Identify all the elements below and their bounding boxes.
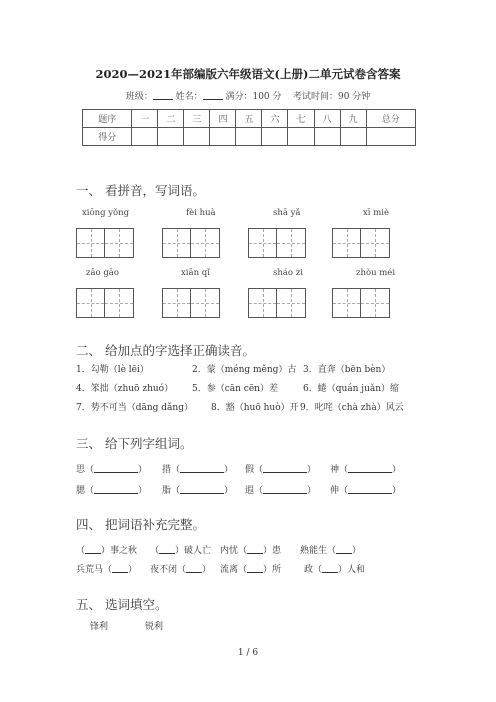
page-number: 1 / 6: [237, 648, 259, 658]
writing-grid[interactable]: [332, 228, 390, 258]
reading-item: 4．笨拙（zhuō zhuó）: [76, 384, 174, 394]
score-header-cell: 一: [132, 110, 158, 128]
choice-word: 锐利: [145, 622, 164, 632]
answer-blank[interactable]: [348, 463, 392, 473]
writing-grid[interactable]: [76, 288, 134, 318]
answer-blank[interactable]: [336, 544, 352, 554]
writing-grid[interactable]: [76, 228, 134, 258]
score-cell[interactable]: [132, 128, 158, 146]
idiom-item: 熟能生（ ）: [300, 546, 362, 556]
score-header-cell: 八: [314, 110, 340, 128]
section-2-heading: 二、 给加点的字选择正确读音。: [76, 343, 255, 358]
choice-word: 锋利: [90, 622, 109, 632]
score-table: [82, 109, 416, 146]
word-item: 遐（ ）: [245, 486, 317, 496]
score-header-cell: 题序: [83, 110, 132, 128]
word-item: 腮（ ）: [76, 486, 148, 496]
pinyin-label: zhòu méi: [356, 268, 396, 278]
word-item: 伸（ ）: [330, 486, 402, 496]
answer-blank[interactable]: [180, 484, 224, 494]
answer-blank[interactable]: [348, 484, 392, 494]
score-header-cell: 二: [158, 110, 184, 128]
answer-blank[interactable]: [94, 463, 138, 473]
answer-blank[interactable]: [159, 544, 175, 554]
reading-item: 6．蜷（quán juǎn）缩: [303, 384, 400, 394]
score-header-cell: 六: [262, 110, 288, 128]
class-blank: [153, 90, 173, 100]
score-header-cell: 四: [210, 110, 236, 128]
pinyin-label: xiān qǐ: [181, 268, 210, 278]
score-cell[interactable]: [236, 128, 262, 146]
pinyin-label: shā yǎ: [273, 208, 301, 218]
idiom-item: 政（ ）人和: [304, 565, 366, 575]
word-item: 脂（ ）: [162, 486, 234, 496]
idiom-item: （ ）破人亡: [150, 546, 212, 556]
score-cell[interactable]: [262, 128, 288, 146]
answer-blank[interactable]: [180, 463, 224, 473]
writing-grid[interactable]: [332, 288, 390, 318]
score-header-cell: 五: [236, 110, 262, 128]
pinyin-label: xiōng yǒng: [82, 208, 130, 218]
reading-item: 5．参（cān cēn）差: [192, 384, 278, 394]
writing-grid[interactable]: [162, 288, 220, 318]
score-cell[interactable]: [288, 128, 314, 146]
answer-blank[interactable]: [322, 563, 338, 573]
score-value-row: [83, 128, 416, 146]
section-1-heading: 一、 看拼音，写词语。: [76, 183, 205, 198]
score-label: 满分：100 分: [225, 92, 282, 102]
score-cell[interactable]: [158, 128, 184, 146]
answer-blank[interactable]: [94, 484, 138, 494]
section-5-heading: 五、 选词填空。: [76, 597, 168, 612]
reading-item: 9．叱咤（chà zhà）风云: [300, 403, 404, 413]
answer-blank[interactable]: [112, 563, 128, 573]
score-header-row: [83, 110, 416, 128]
info-line: [0, 89, 496, 102]
idiom-item: （ ）事之秋: [76, 546, 138, 556]
score-cell[interactable]: [184, 128, 210, 146]
score-cell[interactable]: [314, 128, 340, 146]
answer-blank[interactable]: [263, 484, 307, 494]
section-3-heading: 三、 给下列字组词。: [76, 436, 193, 451]
pinyin-label: sháo zi: [273, 268, 303, 278]
word-item: 措（ ）: [162, 465, 234, 475]
idiom-item: 流离（ ）所: [220, 565, 282, 575]
score-cell[interactable]: [366, 128, 415, 146]
time-label: 考试时间：90 分钟: [292, 92, 371, 102]
score-header-cell: 三: [184, 110, 210, 128]
pinyin-label: fèi huà: [186, 208, 216, 218]
reading-item: 8．豁（huō huò）开: [211, 403, 299, 413]
section-4-heading: 四、 把词语补充完整。: [76, 517, 205, 532]
idiom-item: 夜不闭（ ）: [150, 565, 212, 575]
writing-grid[interactable]: [248, 228, 306, 258]
pinyin-label: xī miè: [363, 208, 390, 218]
score-cell[interactable]: [340, 128, 366, 146]
answer-blank[interactable]: [247, 544, 263, 554]
idiom-item: 内忧（ ）患: [220, 546, 282, 556]
document-title: 2020—2021年部编版六年级语文(上册)二单元试卷含答案: [95, 67, 401, 81]
answer-blank[interactable]: [263, 463, 307, 473]
score-header-cell: 九: [340, 110, 366, 128]
name-blank: [203, 90, 223, 100]
writing-grid[interactable]: [162, 228, 220, 258]
answer-blank[interactable]: [186, 563, 202, 573]
reading-item: 7．势不可当（dāng dǎng）: [76, 403, 193, 413]
score-row-label: 得分: [83, 128, 132, 146]
answer-blank[interactable]: [85, 544, 101, 554]
word-item: 思（ ）: [76, 465, 148, 475]
reading-item: 1．勾勒（lè lēi）: [76, 365, 149, 375]
writing-grid[interactable]: [248, 288, 306, 318]
reading-item: 3．直奔（bēn bèn）: [303, 365, 391, 375]
pinyin-label: zāo gāo: [86, 268, 119, 278]
word-item: 假（ ）: [245, 465, 317, 475]
score-header-cell: 七: [288, 110, 314, 128]
idiom-item: 兵荒马（ ）: [76, 565, 138, 575]
reading-item: 2．蒙（méng měng）古: [192, 365, 297, 375]
score-cell[interactable]: [210, 128, 236, 146]
name-label: 姓名：: [175, 92, 203, 102]
answer-blank[interactable]: [247, 563, 263, 573]
word-item: 神（ ）: [330, 465, 402, 475]
class-label: 班级：: [125, 92, 153, 102]
score-header-cell: 总分: [366, 110, 415, 128]
